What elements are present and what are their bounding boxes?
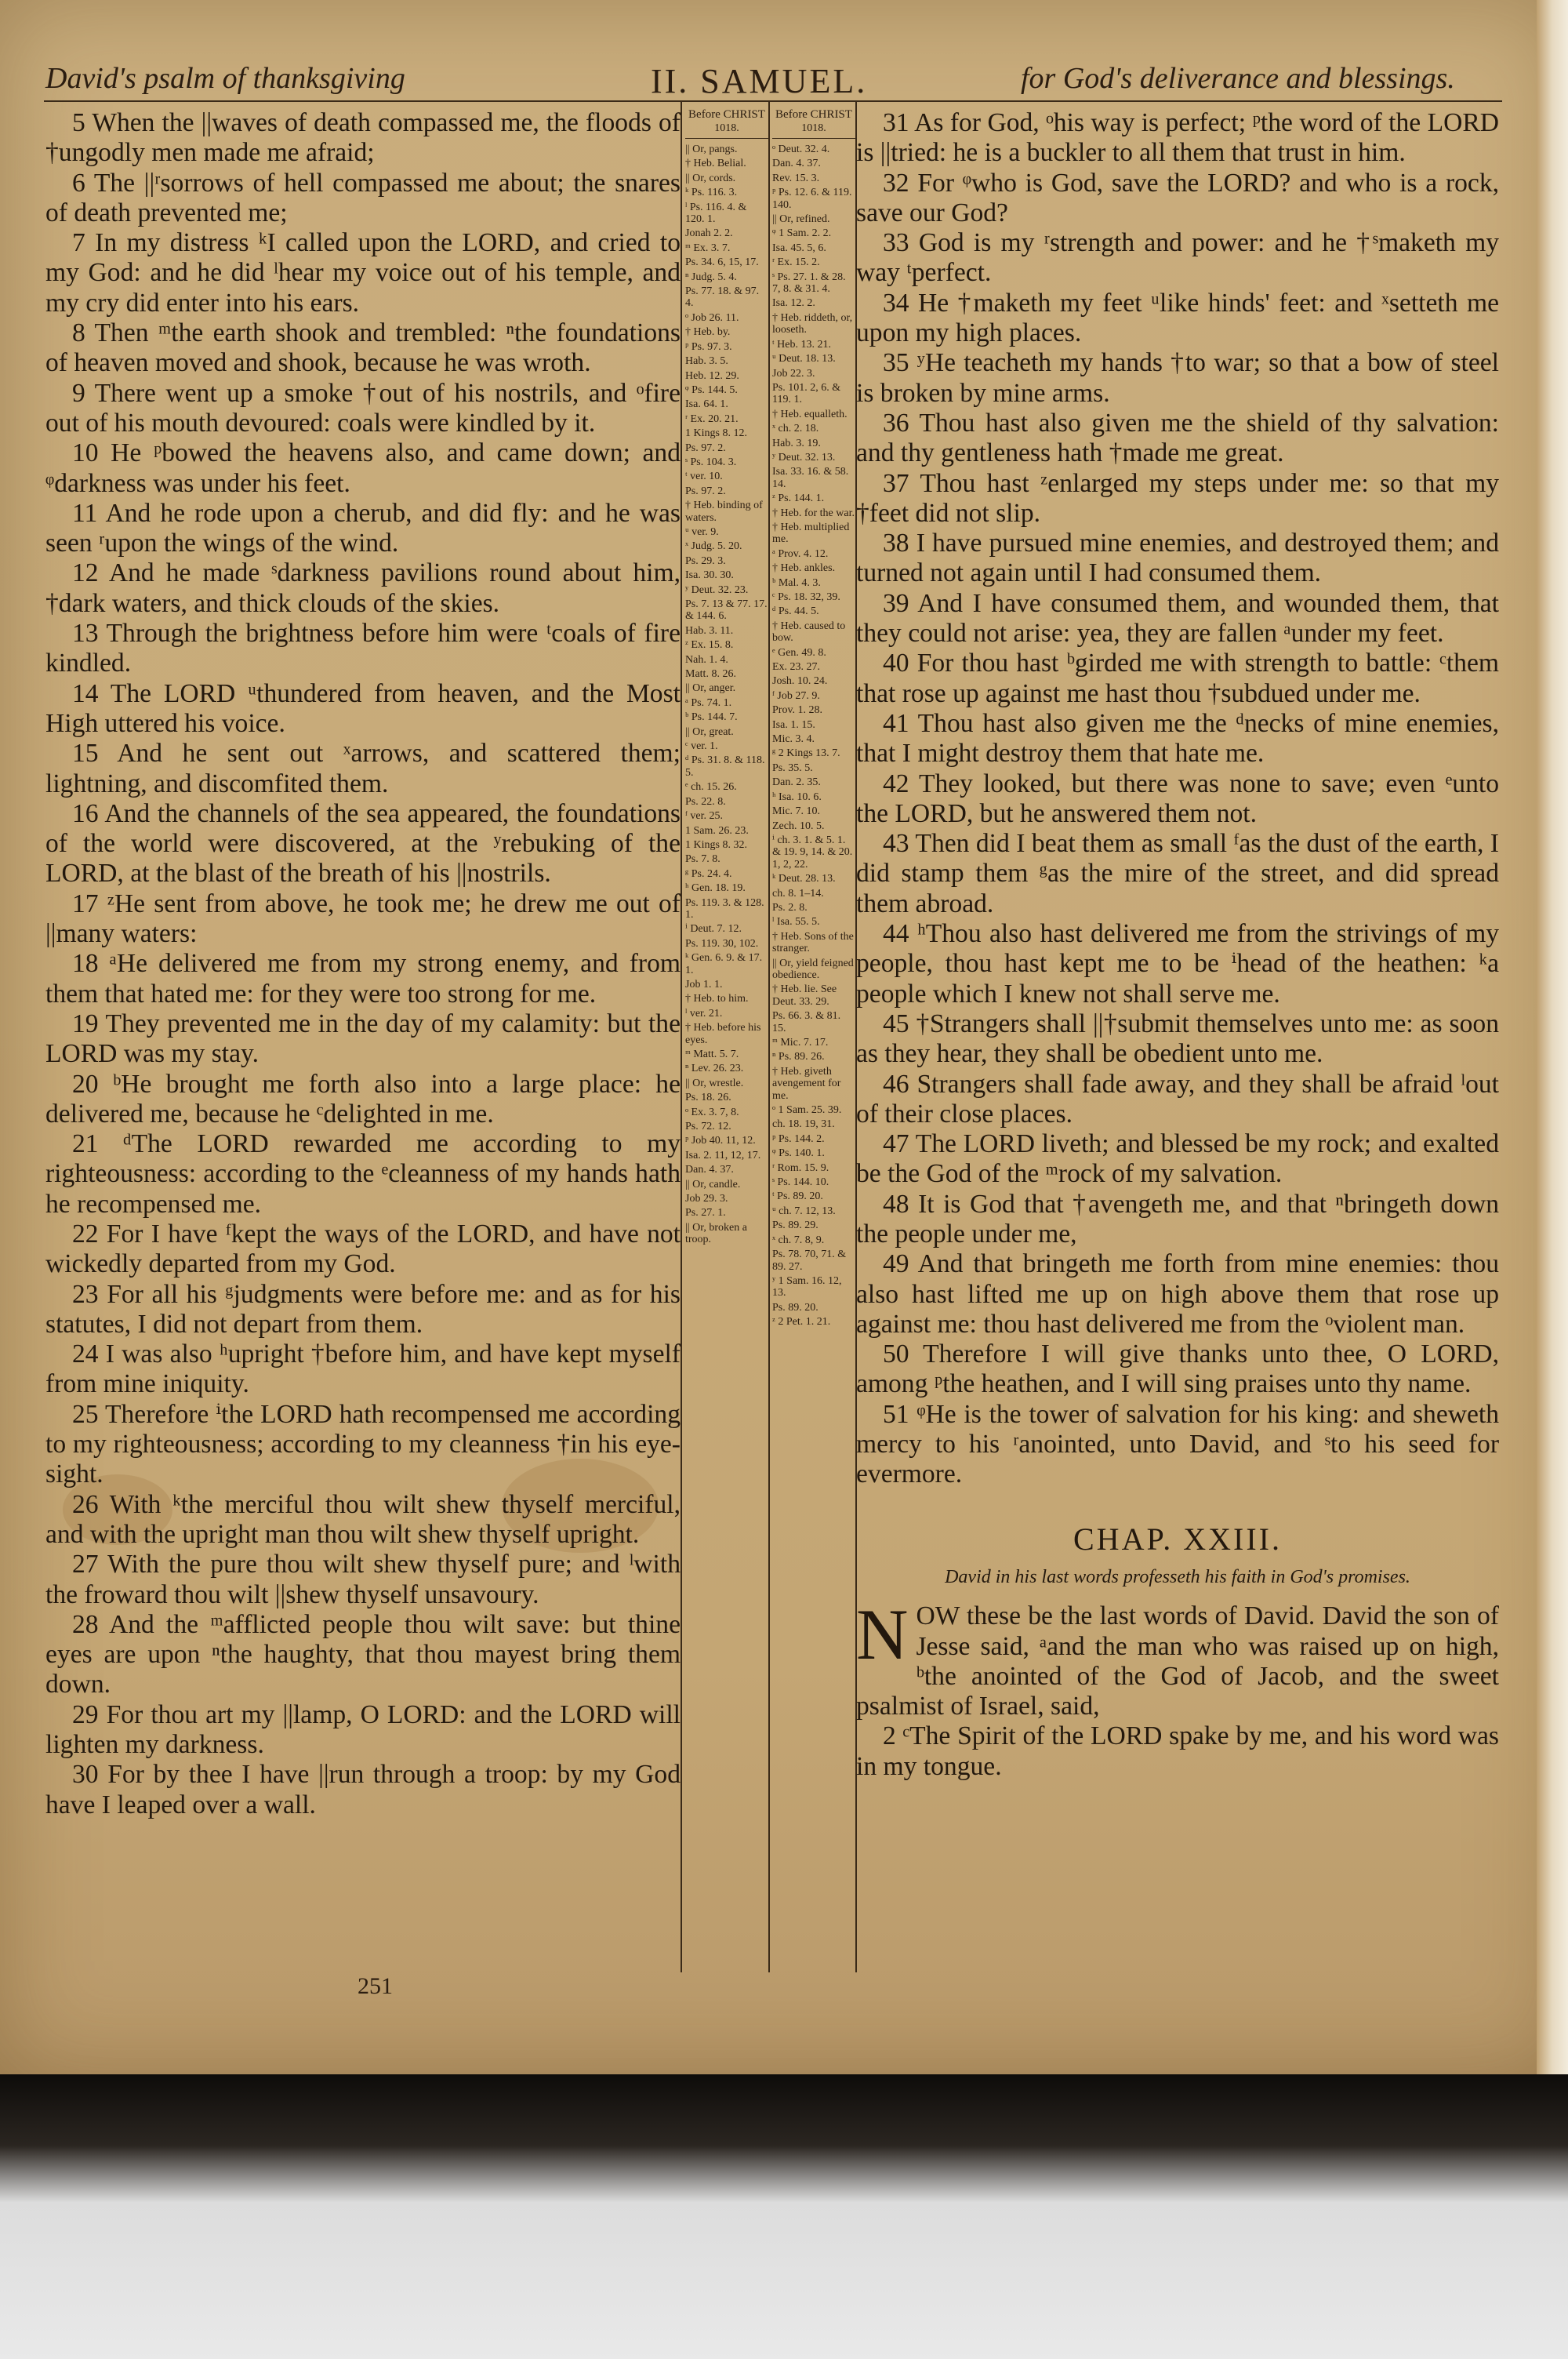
- cross-reference: ʸ Deut. 32. 23.: [685, 583, 749, 596]
- cross-reference: Hab. 3. 11.: [685, 624, 734, 637]
- cross-reference: ᵗ ver. 10.: [685, 471, 723, 483]
- cross-reference: † Heb. for the war.: [772, 507, 855, 519]
- cross-reference: ⁱ ch. 3. 1. & 5. 1. & 19. 9, 14. & 20. 1, 2, 22.: [772, 834, 853, 871]
- cross-reference: Ps. 101. 2, 6. & 119. 1.: [772, 381, 841, 406]
- header-rule: [44, 100, 1502, 102]
- cross-reference: ᶠ Job 27. 9.: [772, 689, 820, 702]
- before-christ-label: Before CHRIST: [775, 108, 852, 121]
- cross-reference: ᵏ Deut. 28. 13.: [772, 873, 836, 885]
- verse: 28 And the ᵐafflicted people thou wilt save: but thine eyes are upon ⁿthe haughty, that thou mayest bring them down.: [45, 1609, 681, 1699]
- right-text-column: [856, 108, 1499, 1782]
- cross-reference: ʸ Deut. 32. 13.: [772, 451, 836, 463]
- year-label: 1018.: [714, 122, 739, 134]
- cross-reference: ˣ ch. 7. 8, 9.: [772, 1234, 825, 1246]
- cross-reference: ᵏ Gen. 6. 9. & 17. 1.: [685, 952, 763, 976]
- cross-reference: || Or, broken a troop.: [685, 1221, 747, 1246]
- year-label: 1018.: [801, 122, 826, 134]
- cross-reference: Heb. 12. 29.: [685, 369, 739, 382]
- cross-reference: ᵒ Deut. 32. 4.: [772, 144, 830, 155]
- verse: 31 As for God, ᵒhis way is perfect; ᵖthe word of the LORD is ||tried: he is a buckler to all them that trust in him.: [856, 108, 1499, 168]
- cross-reference: Mic. 3. 4.: [772, 733, 815, 746]
- cross-reference: Dan. 4. 37.: [772, 158, 821, 170]
- cross-reference: ᶜ Ps. 18. 32, 39.: [772, 591, 840, 603]
- cross-reference: † Heb. equalleth.: [772, 408, 848, 420]
- verse: 18 ᵃHe delivered me from my strong enemy, and from them that hated me: for they were too strong for me.: [45, 949, 681, 1009]
- cross-reference: ᵐ Matt. 5. 7.: [685, 1049, 739, 1060]
- verse: 37 Thou hast ᶻenlarged my steps under me: so that my †feet did not slip.: [856, 468, 1499, 528]
- cross-reference: Ps. 7. 13 & 77. 17. & 144. 6.: [685, 598, 768, 623]
- cross-reference: † Heb. Belial.: [685, 158, 746, 170]
- cross-reference: Ps. 34. 6, 15, 17.: [685, 256, 759, 269]
- verse: 22 For I have ᶠkept the ways of the LORD, and have not wickedly departed from my God.: [45, 1219, 681, 1279]
- cross-reference: † Heb. lie. See Deut. 33. 29.: [772, 983, 837, 1008]
- cross-reference: Ps. 78. 70, 71. & 89. 27.: [772, 1249, 847, 1273]
- cross-reference: Nah. 1. 4.: [685, 653, 728, 666]
- verse: 12 And he made ˢdarkness pavilions round about him, †dark waters, and thick clouds of the skies.: [45, 558, 681, 618]
- cross-reference: ᶻ 2 Pet. 1. 21.: [772, 1316, 831, 1329]
- cross-reference: † Heb. ankles.: [772, 562, 836, 575]
- verse: 41 Thou hast also given me the ᵈnecks of mine enemies, that I might destroy them that hate me.: [856, 708, 1499, 769]
- cross-reference: || Or, yield feigned obedience.: [772, 957, 854, 981]
- cross-reference: Ps. 2. 8.: [772, 901, 808, 914]
- verse: 39 And I have consumed them, and wounded them, that they could not arise: yea, they are fallen ᵃunder my feet.: [856, 588, 1499, 649]
- cross-reference: † Heb. multiplied me.: [772, 521, 850, 546]
- cross-reference: ʳ Rom. 15. 9.: [772, 1161, 829, 1174]
- verse: 15 And he sent out ˣarrows, and scattered them; lightning, and discomfited them.: [45, 739, 681, 798]
- verse: 38 I have pursued mine enemies, and destroyed them; and turned not again until I had consumed them.: [856, 529, 1499, 588]
- cross-reference-column-right: [772, 108, 855, 1331]
- cross-reference: † Heb. caused to bow.: [772, 620, 846, 645]
- cross-reference: ᵠ Ps. 140. 1.: [772, 1147, 825, 1160]
- book-spine-edge: [1537, 0, 1568, 2074]
- cross-reference: ch. 18. 19, 31.: [772, 1118, 835, 1131]
- cross-reference: ᵍ 2 Kings 13. 7.: [772, 747, 840, 760]
- cross-reference: ⁿ Judg. 5. 4.: [685, 271, 737, 283]
- cross-reference: ᵖ Ps. 144. 2.: [772, 1132, 825, 1145]
- cross-reference: Zech. 10. 5.: [772, 820, 825, 832]
- verse: 5 When the ||waves of death compassed me, the floods of †ungodly men made me afraid;: [45, 108, 681, 168]
- cross-reference: Ex. 23. 27.: [772, 661, 821, 674]
- cross-reference: ᵃ Prov. 4. 12.: [772, 547, 829, 560]
- running-head-center: II. SAMUEL.: [651, 62, 868, 100]
- verse: 48 It is God that †avengeth me, and that ⁿbringeth down the people under me,: [856, 1189, 1499, 1249]
- cross-reference: ᵖ Ps. 12. 6. & 119. 140.: [772, 187, 852, 211]
- cross-reference: Matt. 8. 26.: [685, 668, 736, 681]
- cross-reference: Ps. 119. 3. & 128. 1.: [685, 896, 764, 921]
- cross-reference: ᵇ Mal. 4. 3.: [772, 576, 821, 589]
- cross-reference: || Or, anger.: [685, 682, 736, 695]
- verse: 34 He †maketh my feet ᵘlike hinds' feet: and ˣsetteth me upon my high places.: [856, 288, 1499, 348]
- verse: 29 For thou art my ||lamp, O LORD: and the LORD will lighten my darkness.: [45, 1699, 681, 1760]
- cross-reference: ˢ Ps. 104. 3.: [685, 456, 737, 468]
- cross-reference: ᵘ ver. 9.: [685, 525, 719, 538]
- cross-reference: ᵃ Ps. 74. 1.: [685, 696, 732, 709]
- cross-reference: Isa. 2. 11, 12, 17.: [685, 1149, 761, 1161]
- cross-reference: Isa. 64. 1.: [685, 398, 728, 411]
- cross-reference: Jonah 2. 2.: [685, 227, 733, 240]
- verse: 36 Thou hast also given me the shield of thy salvation: and thy gentleness hath †made me great.: [856, 408, 1499, 468]
- cross-reference: ᵠ Ps. 144. 5.: [685, 383, 738, 396]
- cross-reference: ᵇ Ps. 144. 7.: [685, 711, 738, 724]
- verse: 45 †Strangers shall ||†submit themselves unto me: as soon as they hear, they shall be obedient unto me.: [856, 1009, 1499, 1069]
- cross-reference: † Heb. by.: [685, 326, 731, 339]
- cross-reference: ᵖ Ps. 97. 3.: [685, 340, 732, 353]
- verse: 17 ᶻHe sent from above, he took me; he drew me out of ||many waters:: [45, 889, 681, 949]
- cross-reference: ʰ Gen. 18. 19.: [685, 882, 746, 895]
- cross-reference-column-left: [685, 108, 768, 1249]
- cross-reference: ˡ ver. 21.: [685, 1007, 723, 1020]
- chapter-summary: David in his last words professeth his faith in God's promises.: [945, 1566, 1410, 1587]
- cross-reference: ⁱ Deut. 7. 12.: [685, 923, 742, 936]
- verse: 44 ʰThou also hast delivered me from the strivings of my people, thou hast kept me to be ⁱhead of the heathen: ᵏa people which I knew not shall serve me.: [856, 919, 1499, 1009]
- cross-reference: ˣ Judg. 5. 20.: [685, 540, 742, 553]
- cross-reference: Isa. 1. 15.: [772, 718, 815, 731]
- cross-reference: ᵒ 1 Sam. 25. 39.: [772, 1104, 842, 1117]
- running-head-right: for God's deliverance and blessings.: [1021, 62, 1455, 95]
- cross-reference: Hab. 3. 5.: [685, 355, 728, 368]
- cross-reference: ᵒ Ex. 3. 7, 8.: [685, 1106, 739, 1118]
- verse: 27 With the pure thou wilt shew thyself pure; and ˡwith the froward thou wilt ||shew thyself unsavoury.: [45, 1550, 681, 1609]
- cross-reference: || Or, wrestle.: [685, 1077, 744, 1089]
- cross-reference: Isa. 45. 5, 6.: [772, 242, 826, 254]
- cross-reference: Josh. 10. 24.: [772, 675, 828, 688]
- cross-reference: ᵐ Mic. 7. 17.: [772, 1037, 829, 1049]
- cross-reference: ᵗ Heb. 13. 21.: [772, 338, 832, 351]
- cross-reference: 1 Kings 8. 12.: [685, 427, 747, 440]
- verse: 25 Therefore ⁱthe LORD hath recompensed me according to my righteousness; according to my cleanness †in his eye-sight.: [45, 1399, 681, 1489]
- before-christ-header: [772, 108, 855, 139]
- cross-reference: Ps. 29. 3.: [685, 554, 726, 567]
- cross-reference: 1 Kings 8. 32.: [685, 838, 747, 851]
- cross-reference: ᶠ ver. 25.: [685, 810, 724, 823]
- cross-reference: ʸ 1 Sam. 16. 12, 13.: [772, 1274, 842, 1299]
- cross-reference: || Or, great.: [685, 725, 734, 738]
- verse: 16 And the channels of the sea appeared, the foundations of the world were discovered, at the ʸrebuking of the LORD, at the blast of the breath of his ||nostrils.: [45, 798, 681, 889]
- cross-reference: † Heb. riddeth, or, looseth.: [772, 311, 853, 336]
- drop-cap: N: [856, 1594, 909, 1675]
- verse: 51 ᵠHe is the tower of salvation for his king: and sheweth mercy to his ʳanointed, unto David, and ˢto his seed for evermore.: [856, 1399, 1499, 1489]
- before-christ-label: Before CHRIST: [688, 108, 765, 121]
- cross-reference: ch. 8. 1–14.: [772, 887, 824, 900]
- cross-reference: ʰ Isa. 10. 6.: [772, 791, 822, 803]
- chapter-heading: CHAP. XXIII.: [1073, 1521, 1282, 1557]
- verse: 21 ᵈThe LORD rewarded me according to my righteousness: according to the ᵉcleanness of my hands hath he recompensed me.: [45, 1129, 681, 1219]
- verse: 10 He ᵖbowed the heavens also, and came down; and ᵠdarkness was under his feet.: [45, 438, 681, 498]
- verse: 46 Strangers shall fade away, and they shall be afraid ˡout of their close places.: [856, 1069, 1499, 1129]
- cross-reference: Ps. 18. 26.: [685, 1092, 731, 1104]
- cross-reference: ᵉ ch. 15. 26.: [685, 781, 737, 794]
- chapter-verse-2: 2 ᶜThe Spirit of the LORD spake by me, and his word was in my tongue.: [856, 1721, 1499, 1781]
- cross-reference: ᵉ Gen. 49. 8.: [772, 646, 826, 659]
- verse: 32 For ᵠwho is God, save the LORD? and who is a rock, save our God?: [856, 168, 1499, 227]
- cross-reference: ᵘ ch. 7. 12, 13.: [772, 1205, 836, 1217]
- running-head-left: David's psalm of thanksgiving: [45, 62, 405, 95]
- verse: 40 For thou hast ᵇgirded me with strength to battle: ᶜthem that rose up against me hast thou †subdued under me.: [856, 649, 1499, 708]
- cross-reference: ˡ Ps. 116. 4. & 120. 1.: [685, 201, 747, 226]
- cross-reference: ᵏ Ps. 116. 3.: [685, 187, 738, 199]
- cross-reference: † Heb. binding of waters.: [685, 500, 763, 524]
- cross-reference: Ps. 89. 29.: [772, 1219, 818, 1232]
- cross-reference: Hab. 3. 19.: [772, 437, 821, 449]
- cross-reference: ᵈ Ps. 31. 8. & 118. 5.: [685, 754, 765, 779]
- chapter-verse-1: [856, 1594, 1499, 1721]
- verse: 24 I was also ʰupright †before him, and have kept myself from mine iniquity.: [45, 1339, 681, 1399]
- cross-reference: ˢ Ps. 27. 1. & 28. 7, 8. & 31. 4.: [772, 271, 846, 296]
- cross-reference: † Heb. before his eyes.: [685, 1022, 761, 1046]
- cross-reference: Ps. 22. 8.: [685, 795, 726, 808]
- verse: 35 ʸHe teacheth my hands †to war; so that a bow of steel is broken by mine arms.: [856, 348, 1499, 408]
- cross-reference: † Heb. Sons of the stranger.: [772, 930, 854, 955]
- cross-reference: Ps. 66. 3. & 81. 15.: [772, 1010, 841, 1034]
- verse: 19 They prevented me in the day of my calamity: but the LORD was my stay.: [45, 1009, 681, 1069]
- verse: 6 The ||ʳsorrows of hell compassed me about; the snares of death prevented me;: [45, 168, 681, 227]
- cross-reference: ᵗ Ps. 89. 20.: [772, 1190, 823, 1203]
- cross-reference: ᶻ Ps. 144. 1.: [772, 493, 825, 505]
- cross-reference: † Heb. to him.: [685, 993, 749, 1005]
- cross-reference: ᵈ Ps. 44. 5.: [772, 605, 819, 618]
- cross-reference: ˣ ch. 2. 18.: [772, 423, 819, 435]
- verse: 14 The LORD ᵘthundered from heaven, and the Most High uttered his voice.: [45, 678, 681, 738]
- cross-reference: ʳ Ex. 20. 21.: [685, 413, 739, 425]
- verse: 23 For all his ᵍjudgments were before me: and as for his statutes, I did not depart from them.: [45, 1279, 681, 1339]
- left-text-column: [45, 108, 681, 1820]
- cross-reference: ᵒ Job 26. 11.: [685, 311, 739, 324]
- cross-reference: ᵘ Deut. 18. 13.: [772, 353, 836, 365]
- verse: 8 Then ᵐthe earth shook and trembled: ⁿthe foundations of heaven moved and shook, because he was wroth.: [45, 318, 681, 378]
- cross-reference: Ps. 77. 18. & 97. 4.: [685, 285, 760, 310]
- cross-reference: Ps. 119. 30, 102.: [685, 937, 759, 950]
- verse: 26 With ᵏthe merciful thou wilt shew thyself merciful, and with the upright man thou wilt shew thyself upright.: [45, 1489, 681, 1549]
- cross-reference: Rev. 15. 3.: [772, 172, 820, 184]
- cross-reference: Job 1. 1.: [685, 978, 723, 990]
- cross-reference: Ps. 97. 2.: [685, 485, 726, 497]
- verse: 33 God is my ʳstrength and power: and he †ˢmaketh my way ᵗperfect.: [856, 228, 1499, 288]
- background-below-page: [0, 2074, 1568, 2359]
- cross-reference: ⁿ Lev. 26. 23.: [685, 1063, 744, 1075]
- verse: 13 Through the brightness before him were ᵗcoals of fire kindled.: [45, 619, 681, 678]
- verse: 47 The LORD liveth; and blessed be my rock; and exalted be the God of the ᵐrock of my salvation.: [856, 1129, 1499, 1189]
- cross-reference: Prov. 1. 28.: [772, 704, 823, 717]
- cross-reference: ˡ Isa. 55. 5.: [772, 916, 820, 929]
- cross-reference: ᵖ Job 40. 11, 12.: [685, 1135, 756, 1147]
- cross-reference: ᶻ Ex. 15. 8.: [685, 639, 734, 652]
- cross-reference: Isa. 30. 30.: [685, 569, 734, 582]
- cross-reference: Isa. 12. 2.: [772, 297, 815, 310]
- cross-reference: Ps. 7. 8.: [685, 853, 720, 866]
- cross-reference: ᵠ 1 Sam. 2. 2.: [772, 227, 832, 240]
- page-number: 251: [358, 1973, 393, 1999]
- cross-reference: ˢ Ps. 144. 10.: [772, 1176, 829, 1189]
- cross-reference: † Heb. giveth avengement for me.: [772, 1065, 841, 1102]
- column-rule: [681, 102, 682, 1972]
- verse: 49 And that bringeth me forth from mine enemies: thou also hast lifted me up on high above them that rose up against me: thou hast delivered me from the ᵒviolent man.: [856, 1249, 1499, 1339]
- cross-reference: Dan. 2. 35.: [772, 776, 821, 789]
- cross-reference: Ps. 72. 12.: [685, 1121, 731, 1133]
- cross-reference: || Or, refined.: [772, 213, 830, 226]
- cross-reference: Job 22. 3.: [772, 367, 815, 380]
- verse: 30 For by thee I have ||run through a troop: by my God have I leaped over a wall.: [45, 1760, 681, 1819]
- cross-reference: 1 Sam. 26. 23.: [685, 824, 749, 837]
- verse-1-text: OW these be the last words of David. David the son of Jesse said, ᵃand the man who was raised up on high, ᵇthe anointed of the God of Jacob, and the sweet psalmist of Israel, said,: [856, 1601, 1499, 1721]
- verse: 43 Then did I beat them as small ᶠas the dust of the earth, I did stamp them ᵍas the mire of the street, and did spread them abroad.: [856, 829, 1499, 918]
- verse: 7 In my distress ᵏI called upon the LORD, and cried to my God: and he did ˡhear my voice out of his temple, and my cry did enter into his ears.: [45, 228, 681, 318]
- cross-reference: || Or, cords.: [685, 172, 736, 184]
- verse: 42 They looked, but there was none to save; even ᵉunto the LORD, but he answered them not.: [856, 769, 1499, 828]
- cross-reference: ᵍ Ps. 24. 4.: [685, 867, 732, 880]
- cross-reference: ⁿ Ps. 89. 26.: [772, 1051, 825, 1063]
- cross-reference: Ps. 97. 2.: [685, 442, 726, 454]
- verse: 11 And he rode upon a cherub, and did fly: and he was seen ʳupon the wings of the wind.: [45, 498, 681, 558]
- verse: 9 There went up a smoke †out of his nostrils, and ᵒfire out of his mouth devoured: coals were kindled by it.: [45, 378, 681, 438]
- cross-reference: Ps. 89. 20.: [772, 1301, 818, 1314]
- cross-reference: || Or, candle.: [685, 1178, 741, 1190]
- cross-reference: ᵐ Ex. 3. 7.: [685, 242, 731, 254]
- column-rule: [768, 102, 770, 1972]
- verse: 20 ᵇHe brought me forth also into a large place: he delivered me, because he ᶜdelighted in me.: [45, 1069, 681, 1129]
- before-christ-header: [685, 108, 768, 139]
- cross-reference: Dan. 4. 37.: [685, 1164, 734, 1176]
- verse: 50 Therefore I will give thanks unto thee, O LORD, among ᵖthe heathen, and I will sing praises unto thy name.: [856, 1339, 1499, 1399]
- cross-reference: ʳ Ex. 15. 2.: [772, 256, 820, 269]
- cross-reference: Ps. 27. 1.: [685, 1207, 726, 1219]
- cross-reference: Ps. 35. 5.: [772, 761, 813, 774]
- cross-reference: Mic. 7. 10.: [772, 805, 821, 818]
- cross-reference: Job 29. 3.: [685, 1193, 728, 1205]
- cross-reference: || Or, pangs.: [685, 144, 738, 155]
- cross-reference: ᶜ ver. 1.: [685, 740, 718, 753]
- cross-reference: Isa. 33. 16. & 58. 14.: [772, 466, 849, 490]
